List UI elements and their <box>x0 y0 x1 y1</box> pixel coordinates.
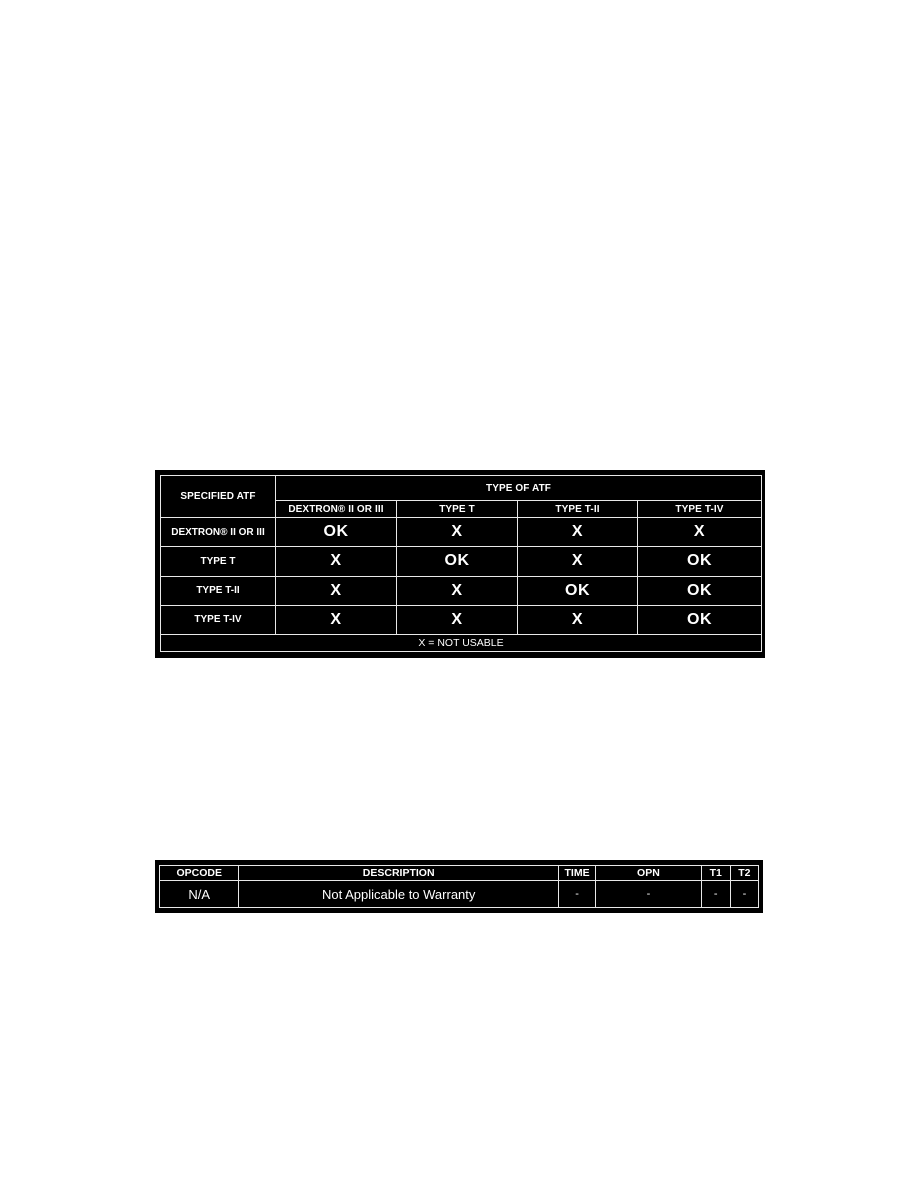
row-header: TYPE T-II <box>161 576 276 605</box>
t1-header: T1 <box>701 866 730 881</box>
compat-cell: OK <box>638 547 762 576</box>
legend-note: X = NOT USABLE <box>161 634 762 651</box>
t2-header: T2 <box>730 866 758 881</box>
t1-cell: - <box>701 881 730 908</box>
compat-cell: X <box>638 518 762 547</box>
compat-cell: OK <box>638 576 762 605</box>
column-header: DEXTRON® II OR III <box>276 501 397 518</box>
labor-operation-table <box>159 865 759 908</box>
row-header: DEXTRON® II OR III <box>161 518 276 547</box>
compat-cell: X <box>276 547 397 576</box>
description-header: DESCRIPTION <box>239 866 559 881</box>
opcode-header: OPCODE <box>160 866 239 881</box>
compat-cell: X <box>518 605 638 634</box>
time-header: TIME <box>558 866 595 881</box>
compat-cell: X <box>397 605 518 634</box>
column-header: TYPE T-II <box>518 501 638 518</box>
t2-cell: - <box>730 881 758 908</box>
row-header: TYPE T-IV <box>161 605 276 634</box>
row-header: TYPE T <box>161 547 276 576</box>
table-row <box>160 881 759 908</box>
compat-cell: X <box>276 576 397 605</box>
description-cell: Not Applicable to Warranty <box>239 881 559 908</box>
compat-cell: X <box>397 518 518 547</box>
opcode-cell: N/A <box>160 881 239 908</box>
table-row <box>161 547 762 576</box>
opn-header: OPN <box>596 866 702 881</box>
table-row <box>161 605 762 634</box>
compat-cell: OK <box>276 518 397 547</box>
specified-atf-header: SPECIFIED ATF <box>161 476 276 518</box>
compat-cell: X <box>518 547 638 576</box>
time-cell: - <box>558 881 595 908</box>
table-row <box>161 576 762 605</box>
atf-compatibility-table <box>160 475 762 652</box>
compat-cell: OK <box>638 605 762 634</box>
opn-cell: - <box>596 881 702 908</box>
column-header: TYPE T <box>397 501 518 518</box>
table-row <box>161 518 762 547</box>
compat-cell: OK <box>518 576 638 605</box>
type-of-atf-header: TYPE OF ATF <box>276 476 762 501</box>
compat-cell: X <box>276 605 397 634</box>
compat-cell: X <box>397 576 518 605</box>
labor-operation-panel <box>155 860 763 913</box>
column-header: TYPE T-IV <box>638 501 762 518</box>
compat-cell: X <box>518 518 638 547</box>
compat-cell: OK <box>397 547 518 576</box>
atf-compatibility-panel <box>155 470 765 658</box>
